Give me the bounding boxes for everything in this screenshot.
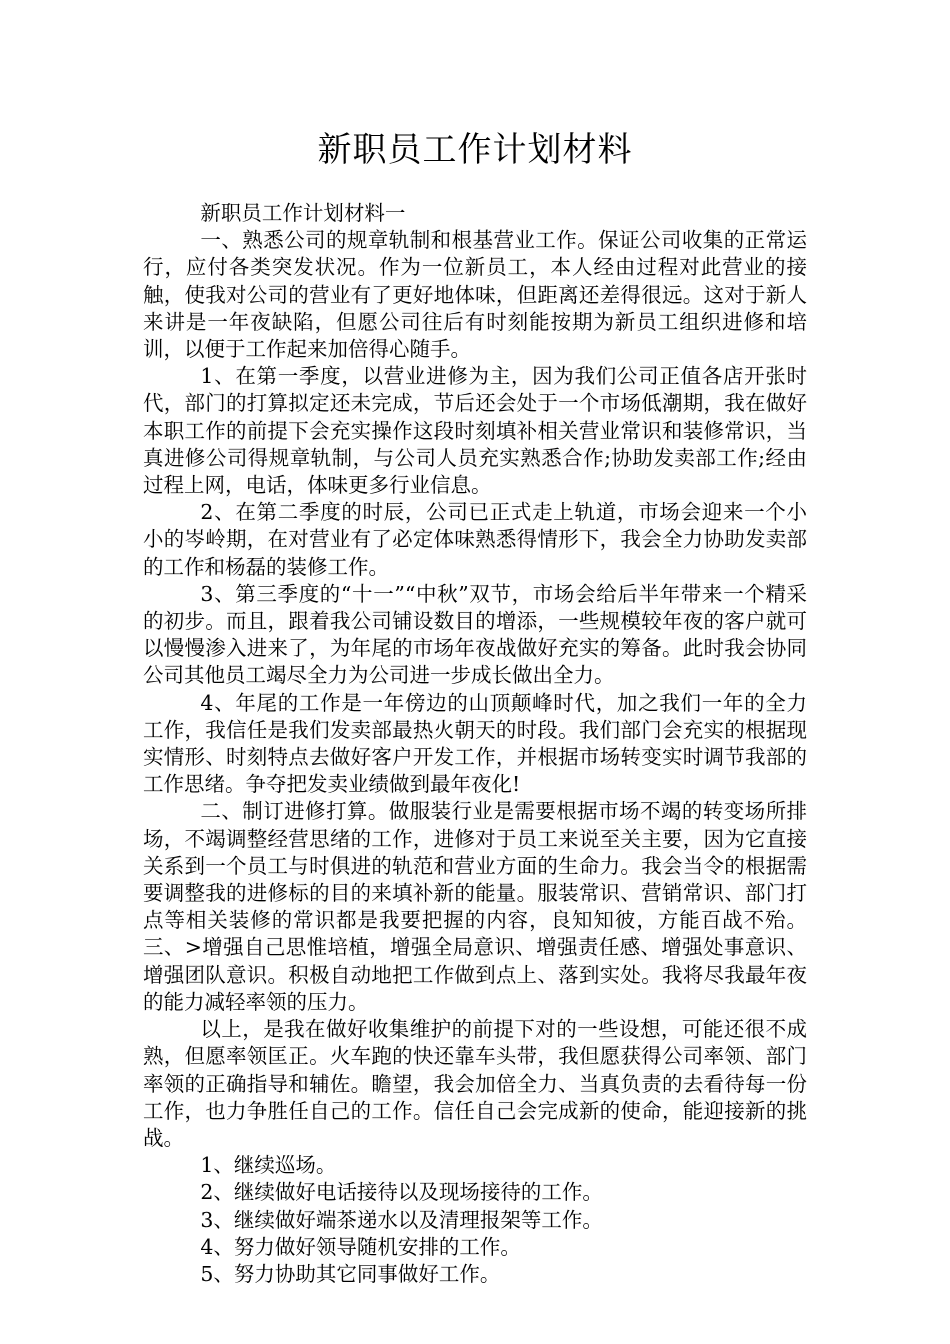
list-item: 1、继续巡场。: [200, 1153, 337, 1178]
paragraph: 一、熟悉公司的规章轨制和根基营业工作。保证公司收集的正常运行，应付各类突发状况。作为一位新员工，本人经由过程对此营业的接触，使我对公司的营业有了更好地体味，但距离还差得很远。这对于新人来讲是一年夜缺陷，但愿公司往后有时刻能按期为新员工组织进修和培训，以便于工作起来加倍得心随手。: [143, 228, 807, 362]
paragraph: 4、年尾的工作是一年傍边的山顶颠峰时代，加之我们一年的全力工作，我信任是我们发卖部最热火朝天的时段。我们部门会充实的根据现实情形、时刻特点去做好客户开发工作，并根据市场转变实时调节我部的工作思绪。争夺把发卖业绩做到最年夜化!: [143, 690, 807, 797]
list-item: 2、继续做好电话接待以及现场接待的工作。: [200, 1180, 603, 1205]
document-body: [143, 200, 807, 1288]
section-heading: 新职员工作计划材料一: [200, 201, 406, 225]
paragraph: 2、在第二季度的时辰，公司已正式走上轨道，市场会迎来一个小小的岑岭期，在对营业有了必定体味熟悉得情形下，我会全力协助发卖部的工作和杨磊的装修工作。: [143, 500, 807, 579]
paragraph: 以上，是我在做好收集维护的前提下对的一些设想，可能还很不成熟，但愿率领匡正。火车跑的快还靠车头带，我但愿获得公司率领、部门率领的正确指导和辅佐。瞻望，我会加倍全力、当真负责的去看待每一份工作，也力争胜任自己的工作。信任自己会完成新的使命，能迎接新的挑战。: [143, 1017, 807, 1150]
list-item: 3、继续做好端茶递水以及清理报架等工作。: [200, 1207, 603, 1232]
paragraph: 二、制订进修打算。做服装行业是需要根据市场不竭的转变场所排场，不竭调整经营思绪的工作，进修对于员工来说至关主要，因为它直接关系到一个员工与时俱进的轨范和营业方面的生命力。我会当令的根据需要调整我的进修标的目的来填补新的能量。服装常识、营销常识、部门打点等相关装修的常识都是我要把握的内容，良知知彼，方能百战不殆。三、>增强自己思惟培植，增强全局意识、增强责任感、增强处事意识、增强团队意识。积极自动地把工作做到点上、落到实处。我将尽我最年夜的能力减轻率领的压力。: [143, 799, 807, 1014]
paragraph: 3、第三季度的“十一”“中秋”双节，市场会给后半年带来一个精采的初步。而且，跟着我公司铺设数目的增添，一些规模较年夜的客户就可以慢慢渗入进来了，为年尾的市场年夜战做好充实的筹备。此时我会协同公司其他员工竭尽全力为公司进一步成长做出全力。: [143, 581, 807, 688]
list-item: 5、努力协助其它同事做好工作。: [200, 1261, 501, 1286]
paragraph: 1、在第一季度，以营业进修为主，因为我们公司正值各店开张时代，部门的打算拟定还未完成，节后还会处于一个市场低潮期，我在做好本职工作的前提下会充实操作这段时刻填补相关营业常识和装修常识，当真进修公司得规章轨制，与公司人员充实熟悉合作;协助发卖部工作;经由过程上网，电话，体味更多行业信息。: [143, 364, 807, 498]
document-title: 新职员工作计划材料: [317, 130, 633, 170]
list-item: 4、努力做好领导随机安排的工作。: [200, 1234, 521, 1259]
